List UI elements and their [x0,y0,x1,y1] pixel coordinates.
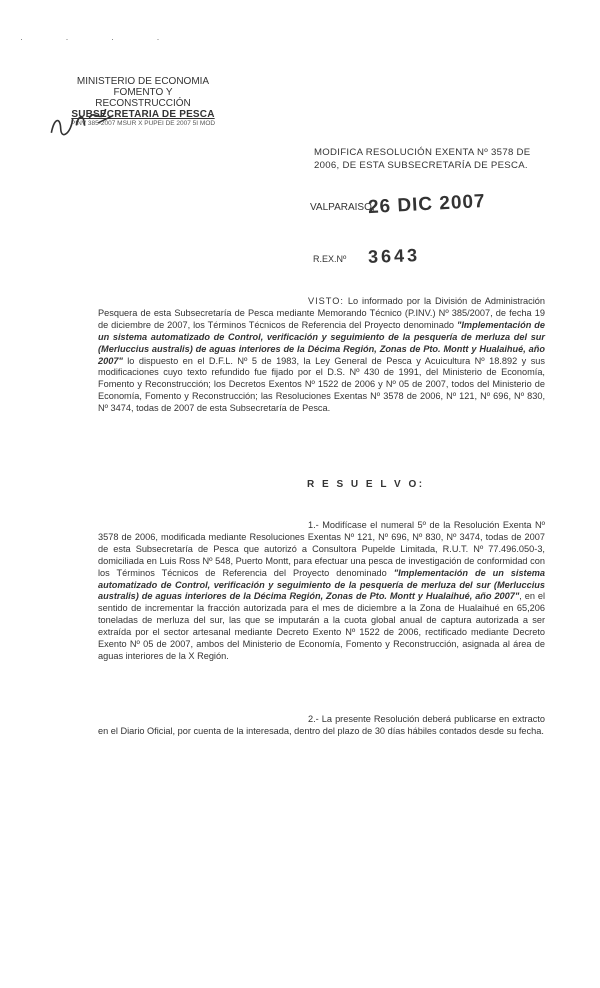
article-2-number: 2.- [308,714,319,724]
visto-project-title: "Implementación de un sistema automatizado de Control, verificación y seguimiento de la pesquería de merluza del sur (Merluccius australis) de aguas interiores de la Décima Región, Zonas de Pto. Montt y Hualaihué, año 2007" [98,319,545,366]
article-1-text-b: , en el sentido de incrementar la fracción autorizada para el mes de diciembre a la Zona de Hualaihué en 65,206 toneladas de merluza del sur, las que se imputarán a la cuota global anual de captura autorizada a ser extraída por el sector artesanal mediante Decreto Exento Nº 1522 de 2006, rectificado mediante Decreto Exento Nº 05 de 2007, ambos del Ministerio de Economía, Fomento y Reconstrucción, asignada al área de aguas interiores de la X Región. [98,591,545,661]
subsecretaria-line: SUBSECRETARIA DE PESCA [71,109,215,120]
ministry-line-1: MINISTERIO DE ECONOMIA [76,76,210,87]
resolution-subject: MODIFICA RESOLUCIÓN EXENTA Nº 3578 DE 2006, DE ESTA SUBSECRETARÍA DE PESCA. [314,147,531,171]
corner-marks: · · · · [20,34,180,44]
rex-number-stamp: 3643 [367,245,421,267]
visto-text-a: Lo informado por la División de Administración Pesquera de esta Subsecretaría de Pesca mediante Memorando Técnico (P.INV.) Nº 385/2007, de fecha 19 de diciembre de 2007, los Términos Técnicos de Referencia del Proyecto denominado [98,296,545,330]
article-1-project-title: "Implementación de un sistema automatizado de Control, verificación y seguimiento de la pesquería de merluza del sur (Merluccius australis) de aguas interiores de la Décima Región, Zonas de Pto. Montt y Hualaihué, año 2007" [98,567,545,602]
place-label: VALPARAISO, [310,202,375,213]
visto-paragraph [98,296,545,415]
article-1-number: 1.- [308,520,319,530]
article-2 [98,714,545,738]
rex-label: R.EX.Nº [313,254,347,264]
reference-line: PINV 385-2007 MSUR X PUPEI DE 2007 5I MOD [70,120,216,127]
initials-scribble [46,101,120,141]
article-1-text-a: Modifícase el numeral 5º de la Resolución Exenta Nº 3578 de 2006, modificada mediante Resoluciones Exentas Nº 121, Nº 696, Nº 830, Nº 3474, todas de 2007 de esta Subsecretaría de Pesca que autorizó a Consultora Pupelde Limitada, R.U.T. Nº 77.496.050-3, domiciliada en Luis Ross Nº 548, Puerto Montt, para efectuar una pesca de investigación de conformidad con los Términos Técnicos de Referencia del Proyecto denominado [98,520,545,578]
visto-text-b: lo dispuesto en el D.F.L. Nº 5 de 1983, la Ley General de Pesca y Acuicultura Nº 18.892 y sus modificaciones cuyo texto refundido fue fijado por el D.S. Nº 430 de 1991, del Ministerio de Economía, Fomento y Reconstrucción; los Decretos Exentos Nº 1522 de 2006 y Nº 05 de 2007, todos del Ministerio de Economía, Fomento y Reconstrucción; las Resoluciones Exentas Nº 3578 de 2006, Nº 121, Nº 696, Nº 830, Nº 3474, todas de 2007 de esta Subsecretaría de Pesca. [98,355,545,414]
visto-label: VISTO: [308,296,344,306]
handwritten-initials [46,101,121,145]
ministry-line-2: FOMENTO Y RECONSTRUCCIÓN [95,87,191,109]
resuelvo-heading: R E S U E L V O: [307,479,425,490]
article-1 [98,520,545,663]
date-stamp: 26 DIC 2007 [367,190,487,219]
article-2-text: La presente Resolución deberá publicarse en extracto en el Diario Oficial, por cuenta de la interesada, dentro del plazo de 30 días hábiles contados desde su fecha. [98,714,545,736]
